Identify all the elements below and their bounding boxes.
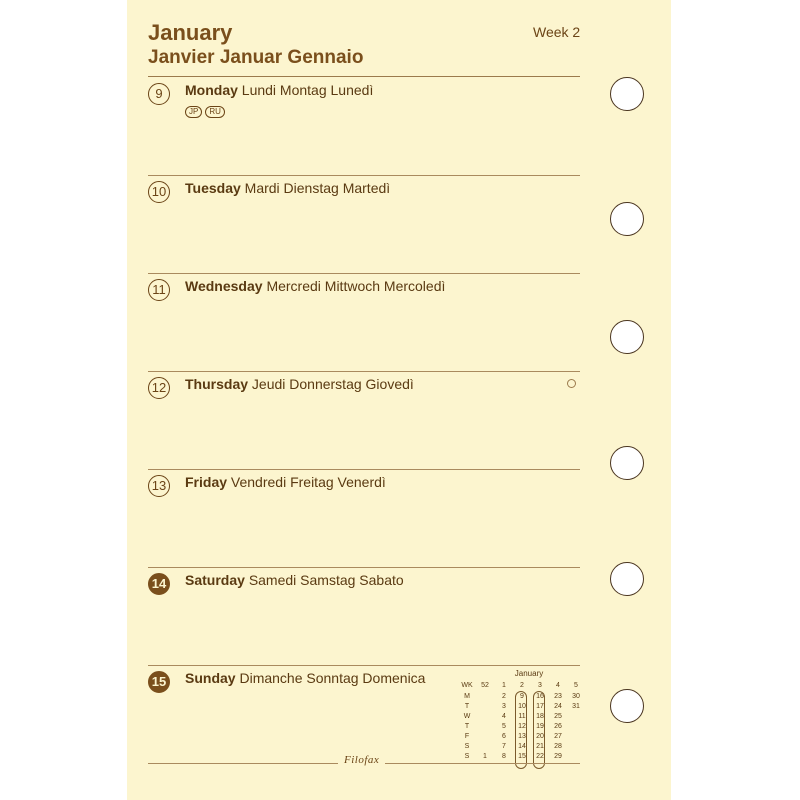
day-name-english: Tuesday [185,180,241,196]
day-name [185,572,404,588]
holiday-badge: RU [205,106,225,118]
day-name-english: Monday [185,82,238,98]
holiday-badge: JP [185,106,202,118]
mini-calendar-cell: 5 [502,723,506,730]
day-name-english: Saturday [185,572,245,588]
day-divider [148,567,580,568]
mini-calendar-cell: F [464,733,470,740]
mini-calendar-row [460,693,584,702]
mini-calendar-header-cell: 5 [574,682,578,689]
mini-calendar-header-cell: 1 [502,682,506,689]
day-name [185,82,373,98]
mini-calendar-cell: 18 [536,713,544,720]
binder-hole [610,446,644,480]
page-title: January [148,20,233,45]
mini-calendar-row [460,733,584,742]
binder-hole [610,689,644,723]
day-number: 15 [148,671,170,693]
mini-calendar-cell: 19 [536,723,544,730]
day-number: 10 [148,181,170,203]
mini-calendar-cell: 7 [502,743,506,750]
mini-calendar-cell: W [463,713,471,720]
holiday-badges [185,101,228,119]
day-name-translations: Mardi Dienstag Martedì [244,180,391,196]
mini-calendar-cell: 15 [518,753,526,760]
mini-calendar-cell: 26 [554,723,562,730]
day-divider [148,273,580,274]
day-number: 11 [148,279,170,301]
day-entry[interactable] [148,371,580,469]
mini-calendar-cell: 21 [536,743,544,750]
mini-calendar-header-cell: 52 [481,682,489,689]
day-divider [148,175,580,176]
mini-calendar-cell: T [464,723,470,730]
mini-calendar-row [460,743,584,752]
day-number: 13 [148,475,170,497]
binder-hole [610,562,644,596]
day-name [185,474,386,490]
day-name [185,376,414,392]
mini-calendar-cell: 28 [554,743,562,750]
day-name-translations: Samedi Samstag Sabato [248,572,404,588]
mini-calendar-cell: 4 [502,713,506,720]
day-name-translations: Mercredi Mittwoch Mercoledì [266,278,446,294]
mini-calendar-cell: 1 [483,753,487,760]
day-name-translations: Lundi Montag Lunedì [241,82,374,98]
day-name [185,670,425,686]
mini-calendar-cell: S [464,743,470,750]
day-name-english: Sunday [185,670,236,686]
mini-calendar-cell: 22 [536,753,544,760]
mini-calendar-cell: T [464,703,470,710]
binder-hole [610,320,644,354]
mini-calendar-cell: 9 [520,693,524,700]
binder-hole [610,77,644,111]
brand-logo: Filofax [338,754,385,766]
mini-calendar-cell: 25 [554,713,562,720]
day-entry[interactable] [148,567,580,665]
day-name [185,180,390,196]
mini-calendar-cell: 3 [502,703,506,710]
day-entry[interactable] [148,175,580,273]
mini-calendar-cell: 13 [518,733,526,740]
mini-calendar-month: January [514,669,544,678]
mini-calendar-cell: S [464,753,470,760]
day-number: 14 [148,573,170,595]
mini-calendar-header [460,682,584,691]
diary-page [127,0,671,800]
mini-calendar-cell: 16 [536,693,544,700]
mini-calendar-cell: 8 [502,753,506,760]
day-name-english: Friday [185,474,228,490]
day-entry[interactable] [148,77,580,175]
binder-hole [610,202,644,236]
mini-calendar-row [460,703,584,712]
mini-calendar-cell: 31 [572,703,580,710]
mini-calendar-cell: 30 [572,693,580,700]
day-name-english: Wednesday [185,278,263,294]
day-divider [148,371,580,372]
day-name [185,278,445,294]
day-name-english: Thursday [185,376,249,392]
mini-calendar-cell: 6 [502,733,506,740]
mini-calendar-cell: 27 [554,733,562,740]
mini-calendar-header-cell: 2 [520,682,524,689]
day-entry[interactable] [148,469,580,567]
day-divider [148,665,580,666]
day-entry[interactable] [148,273,580,371]
day-number: 9 [148,83,170,105]
mini-calendar-header-cell: 4 [556,682,560,689]
mini-calendar-cell: M [464,693,470,700]
mini-calendar-cell: 20 [536,733,544,740]
page-subtitle: Janvier Januar Gennaio [148,47,364,68]
day-name-translations: Vendredi Freitag Venerdì [230,474,386,490]
mini-calendar-cell: 17 [536,703,544,710]
mini-calendar-cell: 23 [554,693,562,700]
mini-calendar-row [460,753,584,762]
day-number: 12 [148,377,170,399]
mini-calendar-header-cell: 3 [538,682,542,689]
mini-calendar-cell: 14 [518,743,526,750]
mini-calendar-row [460,723,584,732]
mini-calendar-cell: 11 [518,713,526,720]
mini-calendar-cell: 2 [502,693,506,700]
mini-calendar-cell: 12 [518,723,526,730]
week-label: Week 2 [533,24,581,40]
mini-calendar-cell: 24 [554,703,562,710]
day-divider [148,469,580,470]
moon-phase-icon [567,379,576,388]
mini-calendar-cell: 10 [518,703,526,710]
mini-calendar-header-cell: WK [461,682,473,689]
day-name-translations: Jeudi Donnerstag Giovedì [251,376,414,392]
day-name-translations: Dimanche Sonntag Domenica [239,670,426,686]
mini-calendar-row [460,713,584,722]
mini-calendar-cell: 29 [554,753,562,760]
